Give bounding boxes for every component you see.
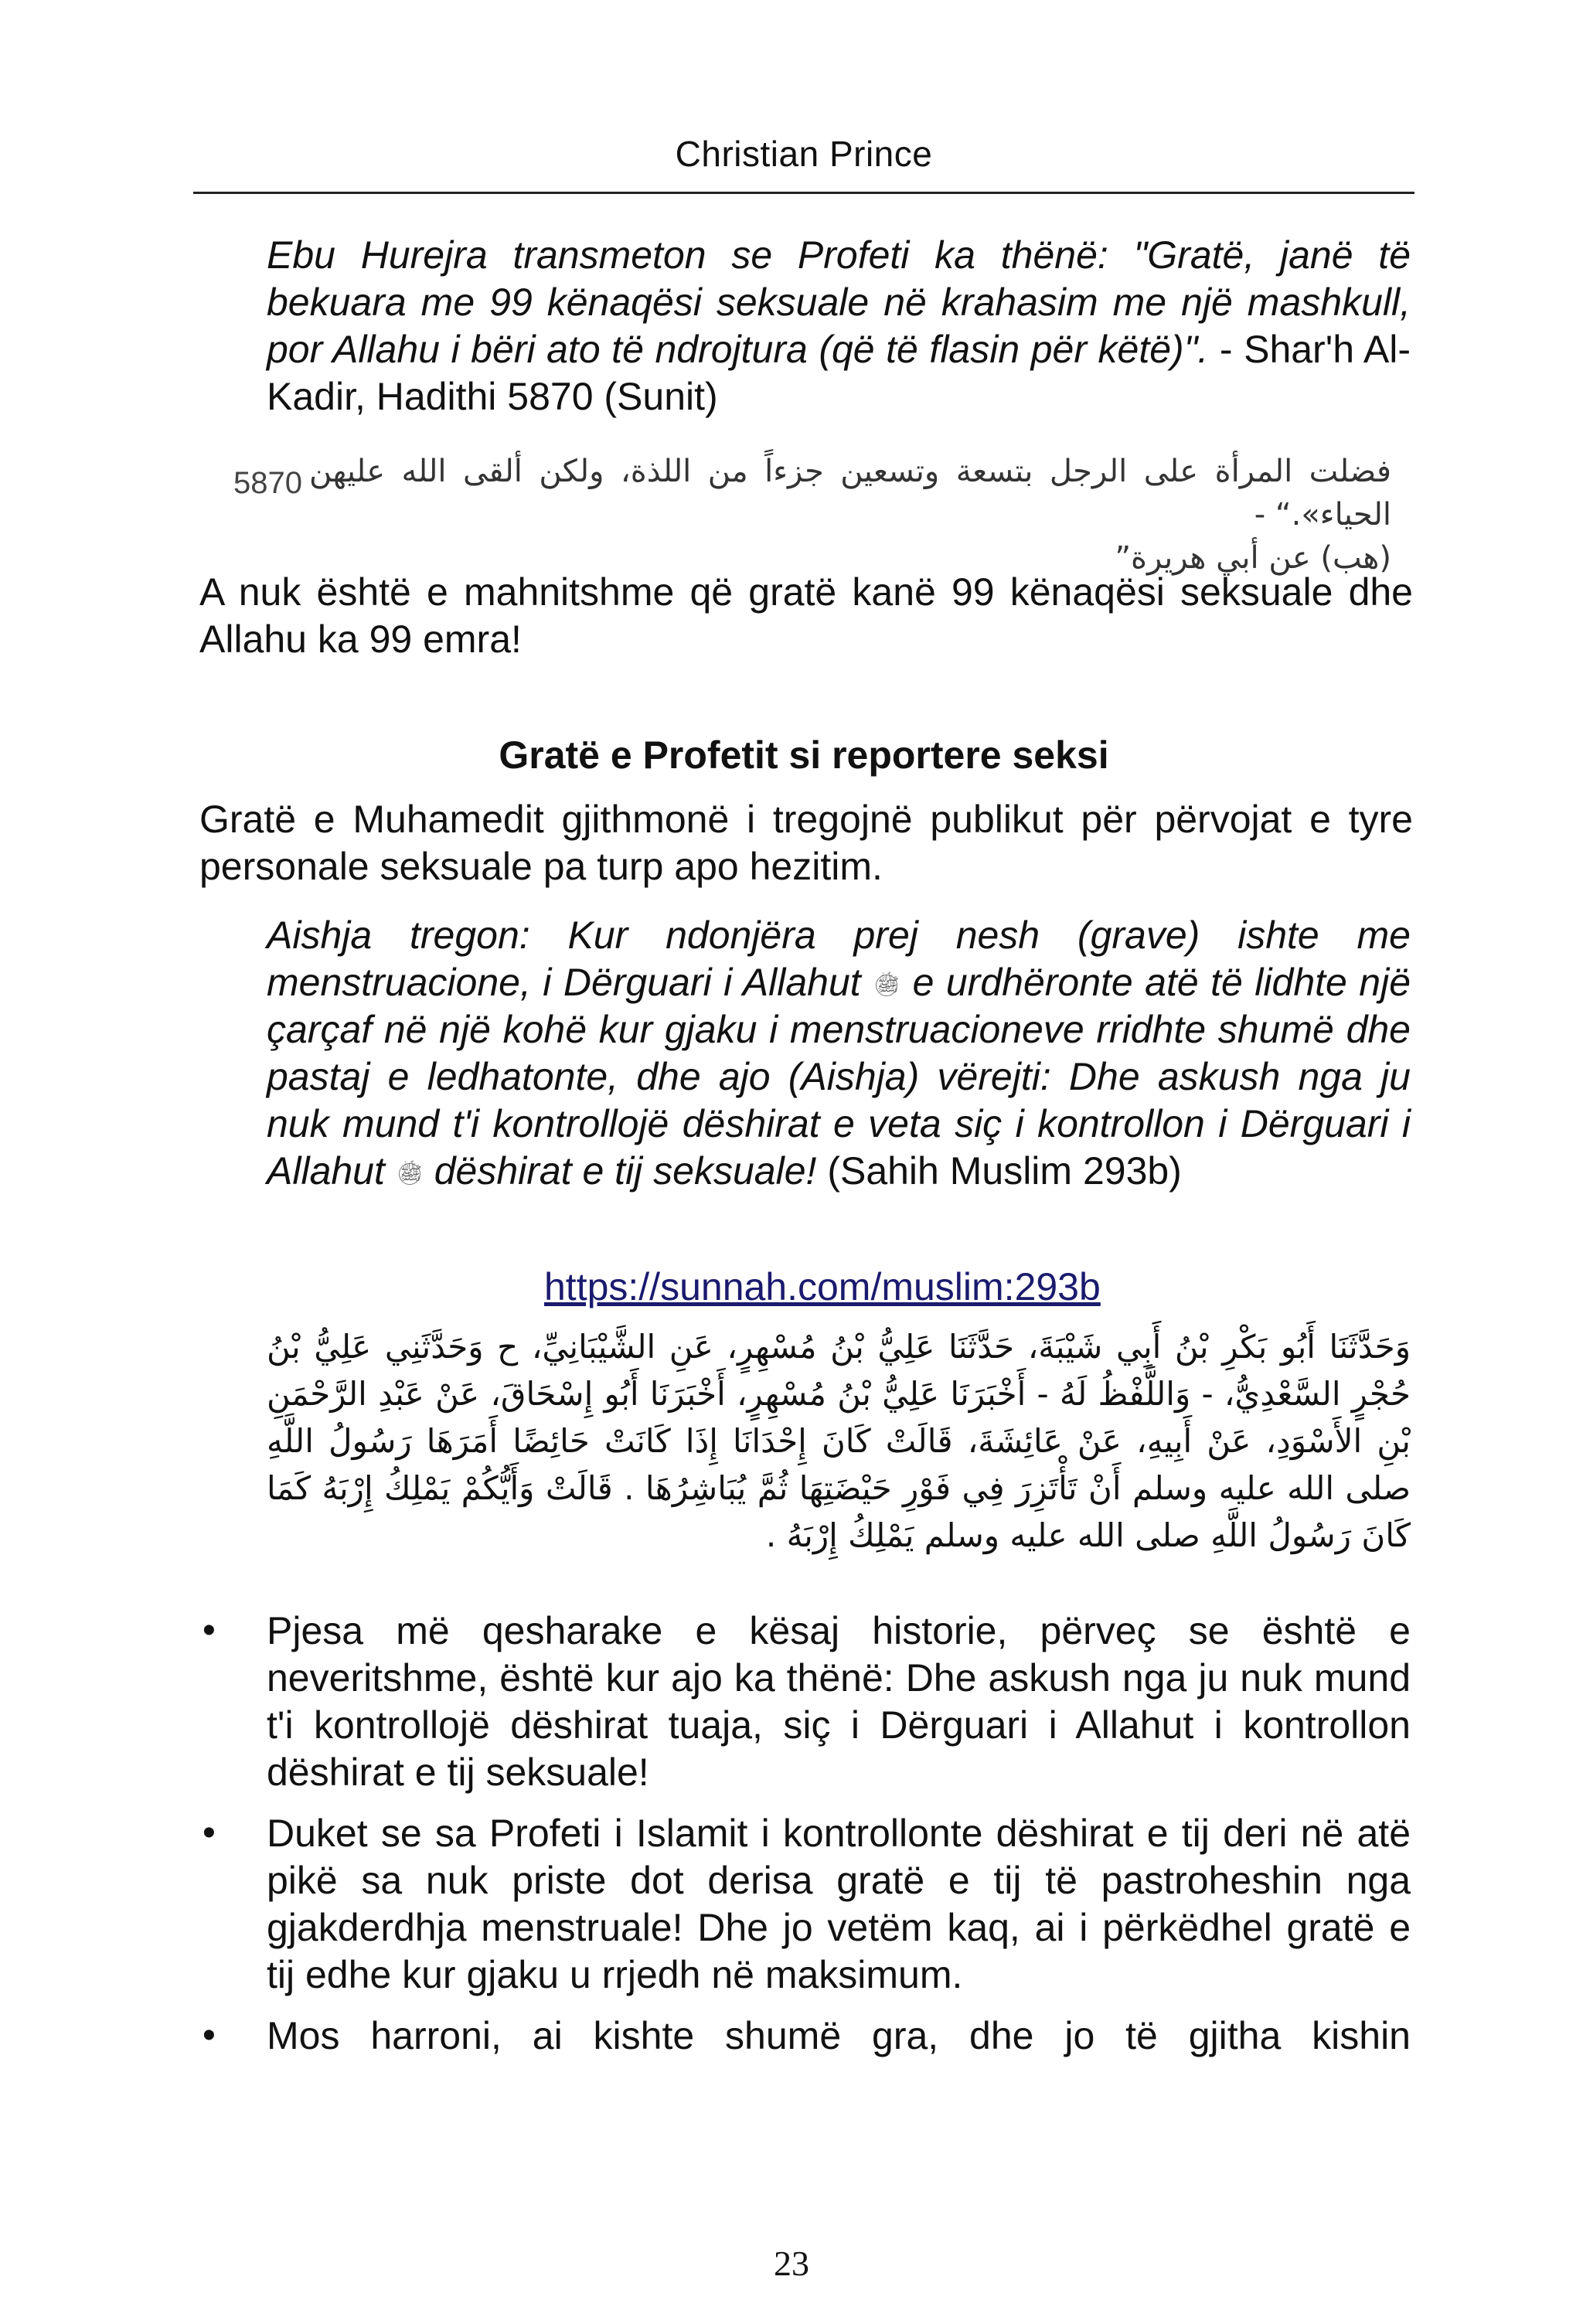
hadith-quote-2-part1: Aishja tregon: Kur ndonjëra prej nesh (grave) ishte me menstruacione, i Dërguari i Allahut [267, 914, 1411, 1004]
hadith-quote-2-part2: e urdhëronte atë të lidhte një çarçaf në një kohë kur gjaku i menstruacioneve rridhte shumë dhe pastaj e ledhatonte, dhe ajo (Aishja) vërejti: Dhe askush nga ju nuk mund t'i kontrollojë dëshirat e veta siç i kontrollon i Dërguari i Allahut [267, 961, 1411, 1193]
hadith-quote-1-source: - Shar'h Al-Kadir, Hadithi 5870 (Sunit) [267, 328, 1411, 418]
bullet-3-text: Mos harroni, ai kishte shumë gra, dhe jo të gjitha kishin [267, 2014, 1411, 2057]
bullet-1-text: Pjesa më qesharake e kësaj historie, përveç se është e neveritshme, është kur ajo ka thënë: Dhe askush nga ju nuk mund t'i kontrollojë dëshirat tuaja, siç i Dërguari i Allahut i kontrollon dëshirat e tij seksuale! [267, 1609, 1411, 1794]
bullet-1-marker: • [203, 1610, 216, 1651]
arabic-citation-1-line2: (هب) عن أبي هريرة” [1115, 540, 1391, 576]
hadith-quote-2 [267, 912, 1411, 1195]
arabic-hadith-text: وَحَدَّثَنَا أَبُو بَكْرِ بْنُ أَبِي شَيْبَةَ، حَدَّثَنَا عَلِيُّ بْنُ مُسْهِرٍ، عَنِ الشَّيْبَانِيِّ، ح وَحَدَّثَنِي عَلِيُّ بْنُ حُجْرٍ السَّعْدِيُّ، - وَاللَّفْظُ لَهُ - أَخْبَرَنَا عَلِيُّ بْنُ مُسْهِرٍ، أَخْبَرَنَا أَبُو إِسْحَاقَ، عَنْ عَبْدِ الرَّحْمَنِ بْنِ الأَسْوَدِ، عَنْ أَبِيهِ، عَنْ عَائِشَةَ، قَالَتْ كَانَ إِحْدَانَا إِذَا كَانَتْ حَائِضًا أَمَرَهَا رَسُولُ اللَّهِ صلى الله عليه وسلم أَنْ تَأْتَزِرَ فِي فَوْرِ حَيْضَتِهَا ثُمَّ يُبَاشِرُهَا ‏.‏ قَالَتْ وَأَيُّكُمْ يَمْلِكُ إِرْبَهُ كَمَا كَانَ رَسُولُ اللَّهِ صلى الله عليه وسلم يَمْلِكُ إِرْبَهُ ‏. [267, 1328, 1411, 1554]
arabic-citation-number: 5870 [233, 466, 302, 500]
bullet-2-text: Duket se sa Profeti i Islamit i kontrollonte dëshirat e tij deri në atë pikë sa nuk priste dot derisa gratë e tij të pastroheshin nga gjakderdhja menstruale! Dhe jo vetëm kaq, ai i përkëdhel gratë e tij edhe kur gjaku u rrjedh në maksimum. [267, 1812, 1411, 1996]
arabic-citation-1 [309, 450, 1391, 580]
pbuh-symbol-icon: ﷺ [877, 974, 900, 995]
hadith-quote-2-source: (Sahih Muslim 293b) [827, 1149, 1182, 1193]
hadith-quote-2-part3: dëshirat e tij seksuale! [434, 1149, 817, 1193]
hadith-quote-1 [267, 232, 1411, 420]
arabic-citation-1-line1: فضلت المرأة على الرجل بتسعة وتسعين جزءاً من اللذة، ولكن ألقى الله عليهن الحياء».“ - [309, 454, 1391, 533]
section-heading: Gratë e Profetit si reportere seksi [499, 733, 1109, 777]
hadith-quote-1-text: Ebu Hurejra transmeton se Profeti ka thënë: "Gratë, janë të bekuara me 99 kënaqësi seksuale në krahasim me një mashkull, por Allahu i bëri ato të ndrojtura (që të flasin për këtë)". [267, 233, 1411, 371]
page-number: 23 [774, 2244, 809, 2283]
sunnah-link[interactable]: https://sunnah.com/muslim:293b [544, 1265, 1101, 1308]
bullet-3-marker: • [203, 2015, 216, 2056]
paragraph-amazing-99: A nuk është e mahnitshme që gratë kanë 99 kënaqësi seksuale dhe Allahu ka 99 emra! [199, 570, 1413, 661]
paragraph-wives-reporters: Gratë e Muhamedit gjithmonë i tregojnë publikut për përvojat e tyre personale seksuale pa turp apo hezitim. [199, 798, 1413, 888]
running-header: Christian Prince [675, 134, 933, 174]
bullet-2-marker: • [203, 1812, 216, 1853]
header-rule [193, 192, 1414, 194]
pbuh-symbol-icon: ﷺ [399, 1162, 422, 1184]
